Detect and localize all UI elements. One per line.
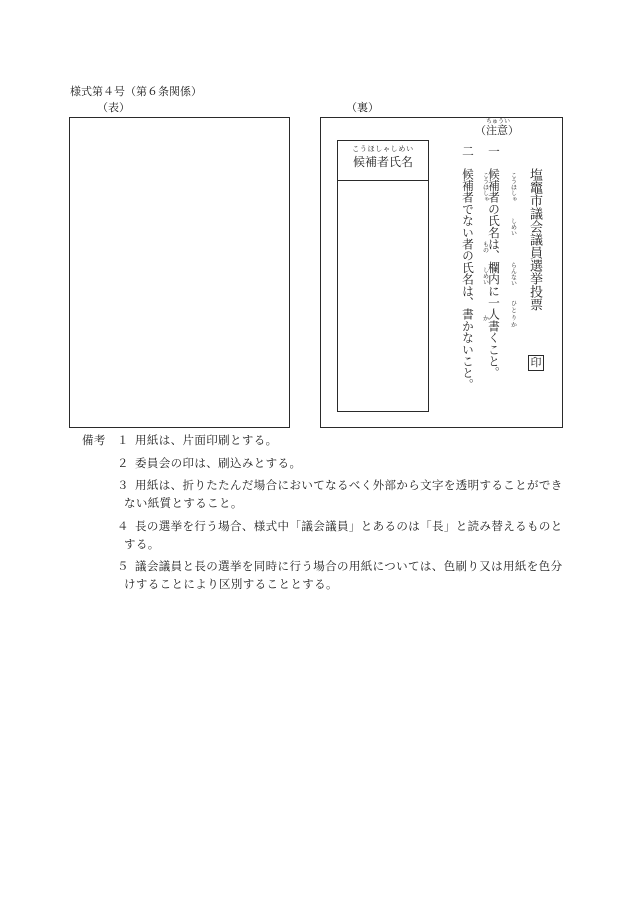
ballot-title: 塩竈市議会議員選挙投票 xyxy=(527,168,542,311)
candidate-name-ruby: こうほしゃしめい xyxy=(352,145,414,153)
note-number: １ xyxy=(117,433,129,447)
caution-heading: （注意） xyxy=(475,124,519,137)
note-item-3 xyxy=(117,476,563,512)
note-number: ３ xyxy=(117,478,129,492)
note-line: けすることにより区別することとする。 xyxy=(124,577,338,591)
form-number: 様式第４号（第６条関係） xyxy=(70,85,202,98)
note-line: 長の選挙を行う場合、様式中「議会議員」とあるのは「長」と読み替えるものと xyxy=(135,518,563,533)
instruction-1-text: 候補者の氏名は、欄内に一人書くこと。 xyxy=(487,168,501,379)
seal-box xyxy=(528,355,544,371)
instruction-1 xyxy=(487,145,501,379)
note-item-2 xyxy=(117,454,563,472)
note-number: ２ xyxy=(117,455,129,470)
caution-ruby: ちゅうい xyxy=(486,118,511,125)
notes-list xyxy=(117,431,563,598)
note-item-1 xyxy=(117,431,563,449)
instruction-2-text: 候補者でない者の氏名は、書かないこと。 xyxy=(461,168,475,391)
ballot-front-panel xyxy=(69,117,290,428)
ballot-back-panel xyxy=(320,117,563,428)
note-number: ４ xyxy=(117,518,129,533)
seal-char: 印 xyxy=(530,356,542,369)
note-number: ５ xyxy=(117,559,129,573)
instruction-2-ruby-ka: か xyxy=(481,315,489,321)
instruction-1-number: 一 xyxy=(487,145,501,157)
note-item-4 xyxy=(117,517,563,553)
instruction-1-ruby-shimei: しめい xyxy=(509,218,517,236)
candidate-name-header xyxy=(338,141,428,181)
note-line: 用紙は、折りたたんだ場合においてなるべく外部から文字を透明することができ xyxy=(135,478,563,492)
candidate-name-label: 候補者氏名 xyxy=(352,155,413,169)
note-line: ない紙質とすること。 xyxy=(124,496,243,510)
instruction-2-ruby-shimei: しめい xyxy=(481,267,489,285)
note-item-5 xyxy=(117,557,563,593)
note-line: 委員会の印は、刷込みとする。 xyxy=(135,455,302,470)
notes-heading: 備考 xyxy=(82,433,106,447)
instruction-2-ruby-mono: もの xyxy=(481,241,489,253)
instruction-1-ruby-kouhosha: こうほしゃ xyxy=(509,171,517,202)
candidate-name-box xyxy=(337,140,429,412)
note-line: する。 xyxy=(124,536,160,551)
back-side-label: （裏） xyxy=(346,101,379,114)
instruction-2-number: 二 xyxy=(461,145,475,157)
note-line: 用紙は、片面印刷とする。 xyxy=(135,433,278,447)
instruction-2-ruby-kouhosha: こうほしゃ xyxy=(481,171,489,202)
note-line: 議会議員と長の選挙を同時に行う場合の用紙については、色刷り又は用紙を色分 xyxy=(135,559,563,573)
instruction-1-ruby-hitorika: ひとりか xyxy=(509,300,517,330)
instruction-1-ruby-rannai: らんない xyxy=(509,262,517,286)
instruction-2 xyxy=(461,145,475,391)
front-side-label: （表） xyxy=(97,101,130,114)
